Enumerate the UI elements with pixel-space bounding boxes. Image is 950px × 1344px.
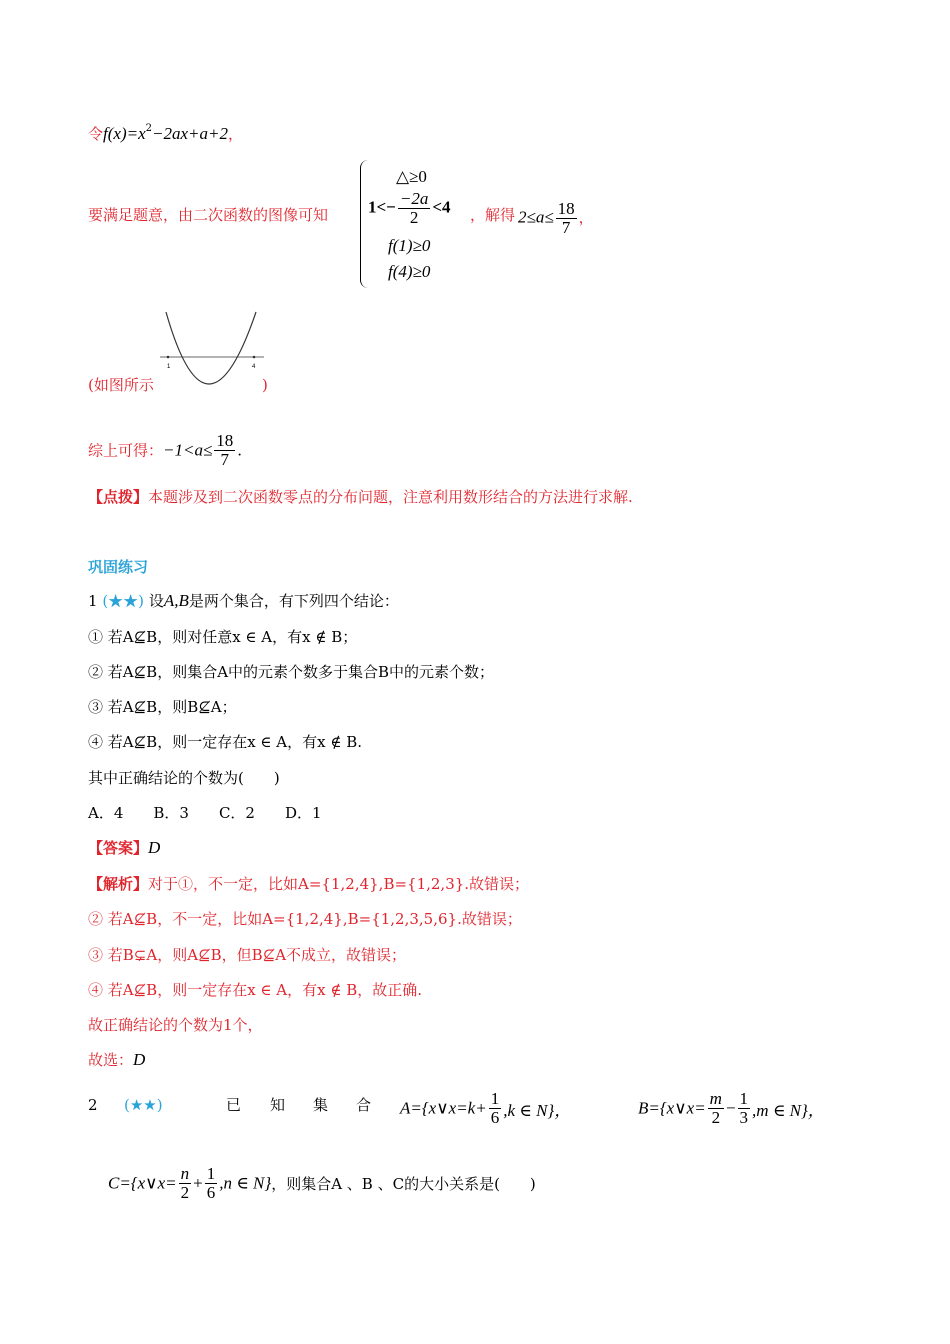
q1-analysis-3: ③ 若B⊊A，则A⊈B，但B⊈A不成立，故错误； xyxy=(88,946,407,964)
q1-options: A．4 B．3 C．2 D．1 xyxy=(88,804,322,822)
q2-tail: ，则集合A 、B 、C的大小关系是( ) xyxy=(271,1175,536,1193)
q2-stars: (★★) xyxy=(124,1096,163,1114)
solution-num: 18 xyxy=(557,199,575,218)
set-C-den: 2 xyxy=(180,1183,190,1202)
q1-sets: A,B xyxy=(163,591,189,610)
set-C-pre: C={x∨x= xyxy=(108,1173,177,1193)
parabola-curve xyxy=(166,312,256,384)
conclusion-num: 18 xyxy=(216,431,234,450)
answer-label: 【答案】 xyxy=(88,839,149,857)
conclusion-expr: −1<a≤ xyxy=(163,440,213,460)
q1-statement-2: ② 若A⊈B，则集合A中的元素个数多于集合B中的元素个数； xyxy=(88,663,495,681)
q1-analysis-4: ④ 若A⊈B，则一定存在x ∈ A，有x ∉ B，故正确. xyxy=(88,981,423,999)
q1-stem xyxy=(88,590,399,612)
set-B-den-2: 3 xyxy=(739,1108,749,1127)
choice-label: 故选： xyxy=(88,1051,134,1069)
line-let-f xyxy=(88,118,243,145)
q2-word-4: 合 xyxy=(356,1096,372,1114)
set-B xyxy=(638,1090,825,1127)
set-B-post: ,m ∈ N}， xyxy=(752,1101,825,1120)
parabola-figure xyxy=(160,308,264,388)
q1-number: 1 xyxy=(88,592,98,610)
set-B-num-2: 1 xyxy=(739,1089,749,1108)
set-B-pre: B={x∨x= xyxy=(638,1098,706,1118)
set-B-den: 2 xyxy=(711,1108,721,1127)
solution xyxy=(518,200,594,237)
set-B-frac-2 xyxy=(738,1090,751,1127)
tick-1: 1 xyxy=(167,364,171,370)
set-B-num: m xyxy=(709,1089,722,1108)
comma: ， xyxy=(578,210,594,227)
q1-analysis-5: 故正确结论的个数为1个， xyxy=(88,1016,263,1034)
set-A-num: 1 xyxy=(490,1089,500,1108)
answer-value: D xyxy=(148,838,161,857)
set-A-frac xyxy=(489,1090,502,1127)
set-B-frac-1 xyxy=(708,1090,724,1127)
solution-frac xyxy=(556,200,577,237)
tip-label: 【点拨】 xyxy=(88,488,149,506)
q2-word-1: 已 xyxy=(226,1096,242,1114)
row2-pre: 1<− xyxy=(368,197,396,217)
q1-analysis-1 xyxy=(88,873,529,895)
point-1 xyxy=(167,356,170,359)
tip-text: 本题涉及到二次函数零点的分布问题，注意利用数形结合的方法进行求解. xyxy=(148,488,633,506)
q1-stem-pre: 设 xyxy=(148,592,164,610)
f-definition-rest: −2ax+a+2 xyxy=(152,124,228,143)
solve-label: ，解得 xyxy=(470,206,516,224)
system-row-2 xyxy=(368,190,451,227)
section-title: 巩固练习 xyxy=(88,558,149,576)
set-C-num-2: 1 xyxy=(206,1164,216,1183)
set-C-frac-1 xyxy=(179,1165,192,1202)
system-row-1: △≥0 xyxy=(396,167,427,186)
let-prefix: 令 xyxy=(88,125,104,143)
set-A-den: 6 xyxy=(490,1108,500,1127)
set-C-den-2: 6 xyxy=(206,1183,216,1202)
exponent: 2 xyxy=(145,123,152,134)
analysis-label: 【解析】 xyxy=(88,875,149,893)
conclusion-den: 7 xyxy=(220,450,230,469)
q1-stars: (★★) xyxy=(102,592,145,610)
f-definition: f(x)=x xyxy=(103,124,146,143)
solution-expr: 2≤a≤ xyxy=(518,207,554,227)
q1-stem-post: 是两个集合，有下列四个结论： xyxy=(188,592,399,610)
set-C-frac-2 xyxy=(205,1165,218,1202)
fraction-num: −2a xyxy=(399,189,429,208)
q1-question: 其中正确结论的个数为( ) xyxy=(88,769,280,787)
system-row-3: f(1)≥0 xyxy=(388,236,431,255)
q1-statement-1: ① 若A⊈B，则对任意x ∈ A，有x ∉ B； xyxy=(88,628,358,646)
q2-number: 2 xyxy=(88,1096,98,1114)
set-A-pre: A={x∨x=k+ xyxy=(400,1098,487,1118)
q1-analysis-2: ② 若A⊈B，不一定，比如A={1,2,4},B={1,2,3,5,6}.故错误； xyxy=(88,910,522,928)
q1-choice xyxy=(88,1049,145,1071)
set-C xyxy=(108,1165,536,1202)
conclusion-label: 综上可得： xyxy=(88,441,164,460)
q1-answer xyxy=(88,837,160,859)
solution-den: 7 xyxy=(561,218,571,237)
comma: ， xyxy=(227,125,243,143)
choice-value: D xyxy=(133,1050,146,1069)
figure-caption-open: (如图所示 xyxy=(88,376,154,394)
tip-line xyxy=(88,486,633,508)
conclusion-line xyxy=(88,432,242,469)
q2-word-3: 集 xyxy=(313,1096,329,1114)
point-4 xyxy=(253,356,256,359)
period: . xyxy=(237,441,243,460)
set-A-post: ,k ∈ N}， xyxy=(503,1101,572,1120)
condition-text xyxy=(88,204,328,226)
set-C-post: ,n ∈ N} xyxy=(219,1173,272,1193)
set-B-minus: − xyxy=(725,1098,736,1118)
condition-lead: 要满足题意，由二次函数的图像可知 xyxy=(88,206,329,224)
row2-post: <4 xyxy=(432,197,451,217)
solve-text xyxy=(470,204,515,226)
q1-statement-4: ④ 若A⊈B，则一定存在x ∈ A，有x ∉ B. xyxy=(88,733,363,751)
fraction xyxy=(398,190,430,227)
system-row-4: f(4)≥0 xyxy=(388,262,431,281)
set-C-num: n xyxy=(180,1164,190,1183)
figure-caption-close: ) xyxy=(262,376,268,394)
set-C-plus: + xyxy=(193,1173,203,1193)
q1-statement-3: ③ 若A⊈B，则B⊈A； xyxy=(88,698,237,716)
fraction-den: 2 xyxy=(409,208,419,227)
analysis-1-text: 对于①，不一定，比如A={1,2,4},B={1,2,3}.故错误； xyxy=(148,875,530,893)
conclusion-frac xyxy=(214,432,235,469)
set-A xyxy=(400,1090,571,1127)
q2-word-2: 知 xyxy=(270,1096,286,1114)
tick-4: 4 xyxy=(252,364,256,370)
